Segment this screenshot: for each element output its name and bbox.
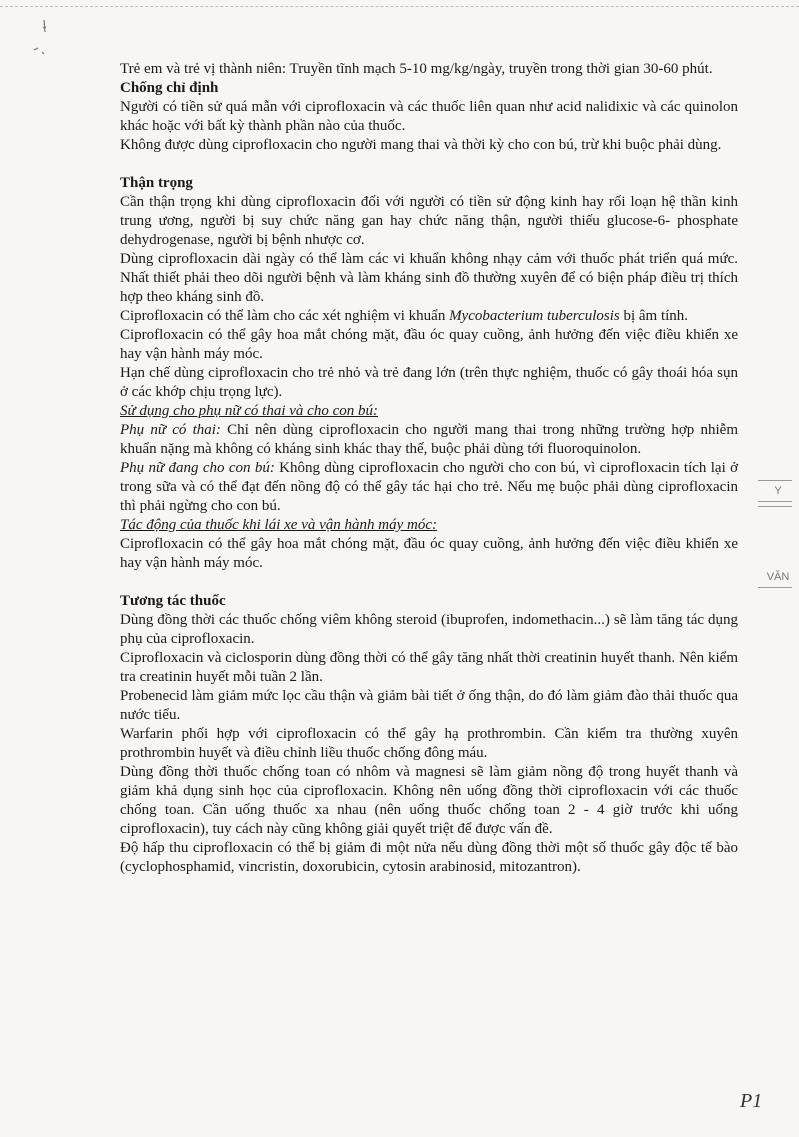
interactions-p4: Warfarin phối hợp với ciprofloxacin có thể gây hạ prothrombin. Cần kiểm tra thường xuyên prothrombin huyết và điều chỉnh liều thuốc chống đông máu. xyxy=(120,726,738,761)
scan-top-edge xyxy=(0,6,799,9)
driving-subheading: Tác động của thuốc khi lái xe và vận hành máy móc: xyxy=(120,517,437,533)
caution-heading: Thận trọng xyxy=(120,175,193,191)
breastfeeding-paragraph xyxy=(120,459,738,516)
margin-stamp xyxy=(758,476,798,626)
interactions-p1: Dùng đồng thời các thuốc chống viêm không steroid (ibuprofen, indomethacin...) sẽ làm tăng tác dụng phụ của ciprofloxacin. xyxy=(120,612,738,647)
breastfeeding-text: Không dùng ciprofloxacin cho người cho con bú, vì ciprofloxacin tích lại ở trong sữa và có thể đạt đến nồng độ có thể gây tác hại cho trẻ. Nếu mẹ buộc phải dùng ciprofloxacin thì phải ngừng cho con bú. xyxy=(120,460,739,514)
caution-p3 xyxy=(120,307,738,326)
interactions-p2: Ciprofloxacin và ciclosporin dùng đồng thời có thể gây tăng nhất thời creatinin huyết thanh. Nên kiểm tra creatinin huyết mỗi tuần 2 lần. xyxy=(120,650,738,685)
interactions-p6: Độ hấp thu ciprofloxacin có thể bị giảm đi một nửa nếu dùng đồng thời một số thuốc gây độc tế bào (cyclophosphamid, vincristin, doxorubicin, cytosin arabinosid, mitozantron). xyxy=(120,840,738,875)
contraindications-p2: Không được dùng ciprofloxacin cho người mang thai và thời kỳ cho con bú, trừ khi buộc phải dùng. xyxy=(120,137,722,153)
document-body xyxy=(120,60,738,877)
pregnancy-text: Chỉ nên dùng ciprofloxacin cho người mang thai trong những trường hợp nhiễm khuẩn nặng mà không có kháng sinh khác thay thế, buộc phải dùng tới fluoroquinolon. xyxy=(120,422,738,457)
intro-paragraph: Trẻ em và trẻ vị thành niên: Truyền tĩnh mạch 5-10 mg/kg/ngày, truyền trong thời gian 30-60 phút. xyxy=(120,61,713,77)
interactions-heading: Tương tác thuốc xyxy=(120,593,226,609)
driving-paragraph: Ciprofloxacin có thể gây hoa mắt chóng mặt, đầu óc quay cuồng, ảnh hưởng đến việc điều khiển xe hay vận hành máy móc. xyxy=(120,536,738,571)
breastfeeding-label: Phụ nữ đang cho con bú: xyxy=(120,460,275,476)
stamp-bottom-text: VĂN xyxy=(766,571,790,583)
caution-p4: Ciprofloxacin có thể gây hoa mắt chóng mặt, đầu óc quay cuồng, ảnh hưởng đến việc điều khiển xe hay vận hành máy móc. xyxy=(120,327,738,362)
pregnancy-subheading: Sử dụng cho phụ nữ có thai và cho con bú: xyxy=(120,403,378,419)
caution-p2: Dùng ciprofloxacin dài ngày có thể làm các vi khuẩn không nhạy cảm với thuốc phát triển quá mức. Nhất thiết phải theo dõi người bệnh và làm kháng sinh đồ thường xuyên để có biện pháp điều trị thích hợp theo kháng sinh đồ. xyxy=(120,251,738,305)
stamp-top-text: Y xyxy=(774,485,782,497)
contraindications-heading: Chống chỉ định xyxy=(120,80,219,96)
pregnancy-label: Phụ nữ có thai: xyxy=(120,422,221,438)
caution-p5: Hạn chế dùng ciprofloxacin cho trẻ nhỏ và trẻ đang lớn (trên thực nghiệm, thuốc có gây thoái hóa sụn ở các khớp chịu trọng lực). xyxy=(120,365,738,400)
caution-p1: Cần thận trọng khi dùng ciprofloxacin đối với người có tiền sử động kinh hay rối loạn hệ thần kinh trung ương, người bị suy chức năng gan hay chức năng thận, người thiếu glucose-6- phosphate dehydrogenase, người bị bệnh nhược cơ. xyxy=(120,194,738,248)
caution-p3-organism: Mycobacterium tuberculosis xyxy=(449,308,620,324)
pregnancy-paragraph xyxy=(120,421,738,459)
contraindications-p1: Người có tiền sử quá mẫn với ciprofloxacin và các thuốc liên quan như acid nalidixic và các quinolon khác hoặc với bất kỳ thành phần nào của thuốc. xyxy=(120,99,738,134)
caution-p3-b: bị âm tính. xyxy=(619,308,689,324)
page-number: P1 xyxy=(740,1090,763,1112)
interactions-p5: Dùng đồng thời thuốc chống toan có nhôm và magnesi sẽ làm giảm nồng độ trong huyết thanh và giảm khả dụng sinh học của ciprofloxacin. Không nên uống đồng thời ciprofloxacin với các thuốc chống toan. Cần uống thuốc xa nhau (nên uống thuốc chống toan 2 - 4 giờ trước khi uống ciprofloxacin), tuy cách này cũng không giải quyết triệt để được vấn đề. xyxy=(120,764,738,837)
interactions-p3: Probenecid làm giảm mức lọc cầu thận và giảm bài tiết ở ống thận, do đó làm giảm đào thải thuốc qua nước tiểu. xyxy=(120,688,738,723)
caution-p3-a: Ciprofloxacin có thể làm cho các xét nghiệm vi khuẩn xyxy=(120,308,450,324)
scan-corner-mark xyxy=(30,18,52,58)
